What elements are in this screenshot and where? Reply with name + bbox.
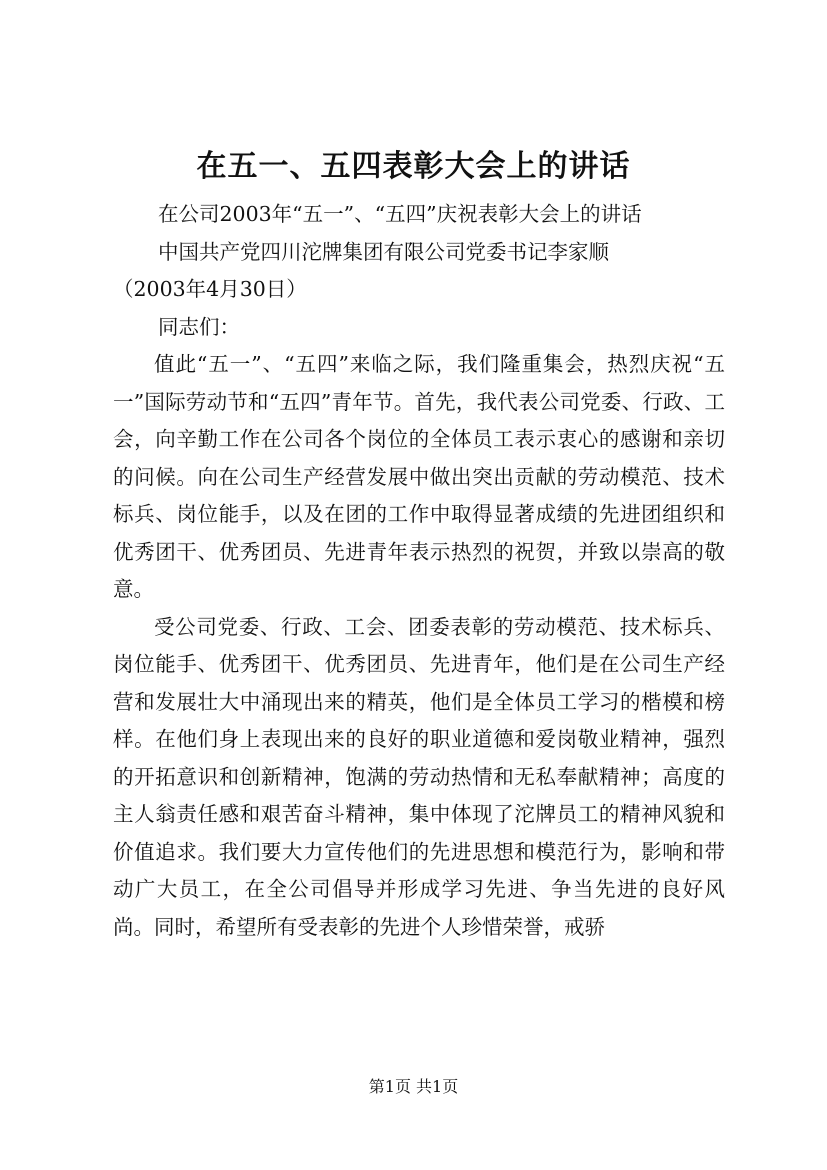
paragraph-1: 值此“五一”、“五四”来临之际，我们隆重集会，热烈庆祝“五一”国际劳动节和“五四”青年节。首先，我代表公司党委、行政、工会，向辛勤工作在公司各个岗位的全体员工表示衷心的感谢和亲切的问候。向在公司生产经营发展中做出突出贡献的劳动模范、技术标兵、岗位能手，以及在团的工作中取得显著成绩的先进团组织和优秀团干、优秀团员、先进青年表示热烈的祝贺，并致以崇高的敬意。 (113, 352, 725, 601)
document-subtitle: 在公司2003年“五一”、“五四”庆祝表彰大会上的讲话 (158, 202, 642, 226)
document-body (113, 196, 725, 946)
speaker-line: 中国共产党四川沱牌集团有限公司党委书记李家顺 (158, 239, 609, 264)
document-title: 在五一、五四表彰大会上的讲话 (196, 149, 631, 184)
salutation: 同志们： (158, 314, 240, 339)
speech-date: （2003年4月30日） (113, 277, 307, 301)
paragraph-2: 受公司党委、行政、工会、团委表彰的劳动模范、技术标兵、岗位能手、优秀团干、优秀团员、先进青年，他们是在公司生产经营和发展壮大中涌现出来的精英，他们是全体员工学习的楷模和榜样。在他们身上表现出来的良好的职业道德和爱岗敬业精神，强烈的开拓意识和创新精神，饱满的劳动热情和无私奉献精神；高度的主人翁责任感和艰苦奋斗精神，集中体现了沱牌员工的精神风貌和价值追求。我们要大力宣传他们的先进思想和模范行为，影响和带动广大员工，在全公司倡导并形成学习先进、争当先进的良好风尚。同时，希望所有受表彰的先进个人珍惜荣誉，戒骄 (113, 614, 725, 939)
page-footer: 第1页 共1页 (368, 1077, 459, 1096)
